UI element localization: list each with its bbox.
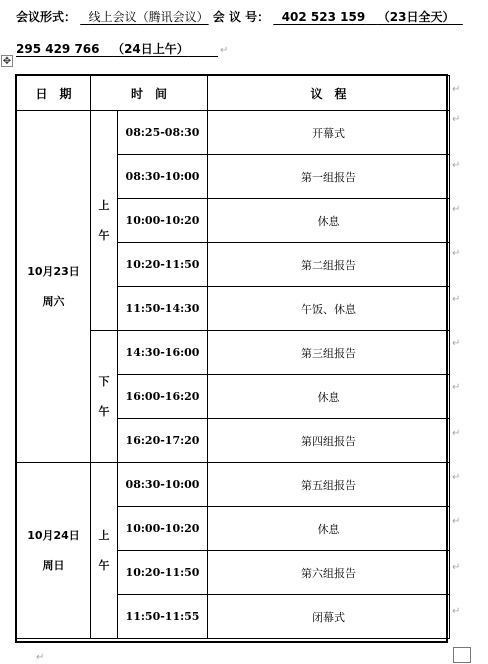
table-header-row bbox=[17, 76, 450, 111]
row-end-mark: ↵ bbox=[452, 472, 461, 483]
agenda-item-cell: 闭幕式 bbox=[208, 595, 450, 639]
row-end-mark: ↵ bbox=[452, 204, 461, 215]
weekday-text: 周六 bbox=[42, 294, 65, 308]
time-cell: 08:30-10:00 bbox=[118, 155, 208, 199]
meeting-id-line-2 bbox=[16, 40, 228, 57]
row-end-mark: ↵ bbox=[452, 160, 461, 171]
time-cell: 16:20-17:20 bbox=[118, 419, 208, 463]
meeting-id-1: 402 523 159 bbox=[281, 10, 366, 24]
date-cell bbox=[17, 463, 91, 639]
agenda-item-cell: 第五组报告 bbox=[208, 463, 450, 507]
agenda-item-cell: 午饭、休息 bbox=[208, 287, 450, 331]
agenda-item-cell: 开幕式 bbox=[208, 111, 450, 155]
format-detail: （腾讯会议） bbox=[136, 10, 209, 24]
agenda-item-cell: 第六组报告 bbox=[208, 551, 450, 595]
time-cell: 10:20-11:50 bbox=[118, 243, 208, 287]
paragraph-mark: ↵ bbox=[36, 652, 45, 663]
time-cell: 10:00-10:20 bbox=[118, 199, 208, 243]
agenda-item-cell: 休息 bbox=[208, 375, 450, 419]
table-row bbox=[17, 463, 450, 507]
row-end-mark: ↵ bbox=[452, 114, 461, 125]
resize-handle[interactable] bbox=[453, 647, 471, 663]
row-end-mark: ↵ bbox=[452, 84, 461, 95]
row-end-mark: ↵ bbox=[452, 338, 461, 349]
time-cell: 08:30-10:00 bbox=[118, 463, 208, 507]
header-agenda: 议 程 bbox=[208, 76, 450, 111]
meeting-format-line bbox=[16, 8, 463, 25]
meeting-id-note-1: （23日全天） bbox=[377, 10, 455, 24]
header-time: 时 间 bbox=[91, 76, 208, 111]
format-label: 会议形式： bbox=[16, 10, 77, 24]
time-cell: 11:50-11:55 bbox=[118, 595, 208, 639]
date-text: 10月23日 bbox=[27, 264, 80, 278]
table-move-handle-icon[interactable]: ✥ bbox=[2, 56, 12, 67]
time-cell: 10:00-10:20 bbox=[118, 507, 208, 551]
table-row bbox=[17, 111, 450, 155]
agenda-item-cell: 休息 bbox=[208, 199, 450, 243]
time-cell: 14:30-16:00 bbox=[118, 331, 208, 375]
paragraph-mark: ↵ bbox=[220, 45, 229, 56]
agenda-item-cell: 第一组报告 bbox=[208, 155, 450, 199]
time-cell: 10:20-11:50 bbox=[118, 551, 208, 595]
row-end-mark: ↵ bbox=[452, 382, 461, 393]
meeting-id-note-2: （24日上午） bbox=[112, 42, 189, 56]
meeting-id-2: 295 429 766 bbox=[16, 42, 100, 56]
agenda-item-cell: 休息 bbox=[208, 507, 450, 551]
agenda-item-cell: 第三组报告 bbox=[208, 331, 450, 375]
agenda-item-cell: 第二组报告 bbox=[208, 243, 450, 287]
date-text: 10月24日 bbox=[27, 528, 80, 542]
row-end-mark: ↵ bbox=[452, 516, 461, 527]
period-cell: 上 午 bbox=[91, 111, 118, 331]
date-cell bbox=[17, 111, 91, 463]
time-cell: 11:50-14:30 bbox=[118, 287, 208, 331]
agenda-item-cell: 第四组报告 bbox=[208, 419, 450, 463]
time-cell: 16:00-16:20 bbox=[118, 375, 208, 419]
header-date: 日 期 bbox=[17, 76, 91, 111]
row-end-mark: ↵ bbox=[452, 428, 461, 439]
agenda-table bbox=[16, 75, 450, 639]
time-cell: 08:25-08:30 bbox=[118, 111, 208, 155]
period-cell: 上 午 bbox=[91, 463, 118, 639]
row-end-mark: ↵ bbox=[452, 562, 461, 573]
row-end-mark: ↵ bbox=[452, 606, 461, 617]
row-end-mark: ↵ bbox=[452, 294, 461, 305]
period-cell: 下 午 bbox=[91, 331, 118, 463]
weekday-text: 周日 bbox=[42, 558, 65, 572]
row-end-mark: ↵ bbox=[452, 248, 461, 259]
format-value: 线上会议 bbox=[88, 10, 137, 24]
meeting-id-label: 会 议 号： bbox=[212, 10, 270, 24]
